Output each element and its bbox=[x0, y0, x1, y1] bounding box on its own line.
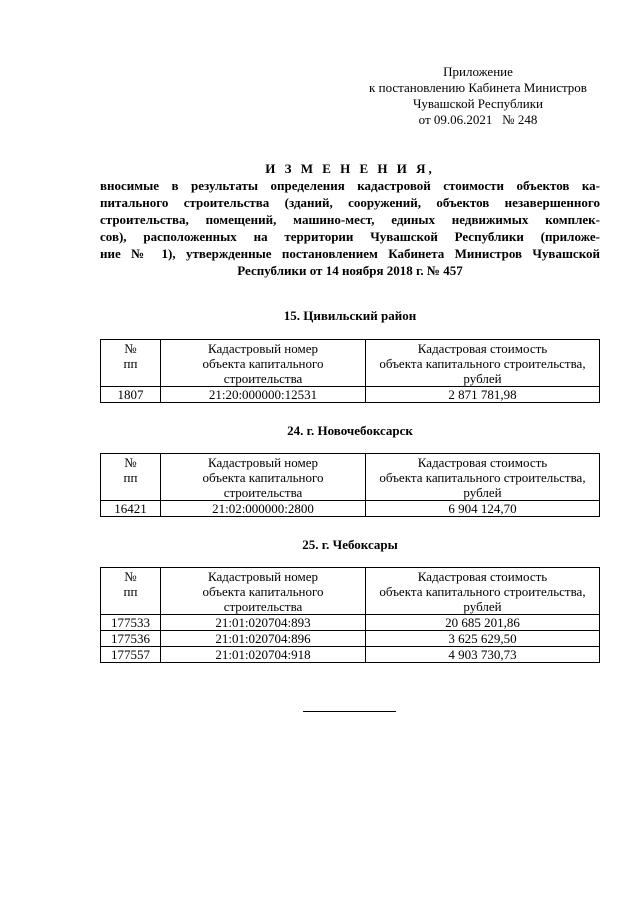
heading-line: строительства, помещений, машино-мест, единых недвижимых комплек- bbox=[100, 212, 600, 227]
header-cadastral-number: Кадастровый номер объекта капитального строительства bbox=[161, 568, 366, 615]
header-cadastral-cost: Кадастровая стоимость объекта капитального строительства, рублей bbox=[366, 340, 600, 387]
section-title: 15. Цивильский район bbox=[283, 308, 417, 323]
cost-table bbox=[100, 339, 600, 403]
table-row bbox=[101, 501, 600, 517]
header-cadastral-cost: Кадастровая стоимость объекта капитального строительства, рублей bbox=[366, 568, 600, 615]
table-header-row bbox=[101, 568, 600, 615]
row-number: 177557 bbox=[101, 647, 161, 663]
appendix-line: Приложение bbox=[443, 64, 513, 79]
row-cadastral-number: 21:01:020704:918 bbox=[161, 647, 366, 663]
heading-line: питального строительства (зданий, сооружений, объектов незавершенного bbox=[100, 195, 600, 210]
table-row bbox=[101, 631, 600, 647]
row-number: 177536 bbox=[101, 631, 161, 647]
table-row bbox=[101, 647, 600, 663]
cost-table bbox=[100, 567, 600, 663]
table-header-row bbox=[101, 454, 600, 501]
section-title: 25. г. Чебоксары bbox=[302, 537, 398, 552]
row-cadastral-cost: 6 904 124,70 bbox=[366, 501, 600, 517]
heading-line: сов), расположенных на территории Чувашской Республики (приложе- bbox=[100, 229, 600, 244]
table-header-row bbox=[101, 340, 600, 387]
header-number: № пп bbox=[101, 454, 161, 501]
header-cadastral-number: Кадастровый номер объекта капитального строительства bbox=[161, 454, 366, 501]
row-cadastral-cost: 20 685 201,86 bbox=[366, 615, 600, 631]
header-cadastral-cost: Кадастровая стоимость объекта капитального строительства, рублей bbox=[366, 454, 600, 501]
appendix-line: Чувашской Республики bbox=[412, 96, 544, 111]
row-number: 16421 bbox=[101, 501, 161, 517]
document-title: И З М Е Н Е Н И Я, bbox=[265, 161, 435, 176]
heading-line: Республики от 14 ноября 2018 г. № 457 bbox=[237, 263, 463, 278]
row-cadastral-number: 21:02:000000:2800 bbox=[161, 501, 366, 517]
row-number: 1807 bbox=[101, 387, 161, 403]
section-title: 24. г. Новочебоксарск bbox=[287, 423, 413, 438]
row-cadastral-number: 21:01:020704:896 bbox=[161, 631, 366, 647]
header-number: № пп bbox=[101, 340, 161, 387]
header-cadastral-number: Кадастровый номер объекта капитального строительства bbox=[161, 340, 366, 387]
heading-line: вносимые в результаты определения кадастровой стоимости объектов ка- bbox=[100, 178, 600, 193]
heading-line: ние № 1), утвержденные постановлением Кабинета Министров Чувашской bbox=[100, 246, 600, 261]
row-cadastral-number: 21:01:020704:893 bbox=[161, 615, 366, 631]
header-number: № пп bbox=[101, 568, 161, 615]
row-cadastral-number: 21:20:000000:12531 bbox=[161, 387, 366, 403]
appendix-block bbox=[352, 64, 604, 128]
cost-table bbox=[100, 453, 600, 517]
table-row bbox=[101, 615, 600, 631]
table-row bbox=[101, 387, 600, 403]
closing-rule bbox=[303, 711, 396, 712]
row-cadastral-cost: 2 871 781,98 bbox=[366, 387, 600, 403]
row-cadastral-cost: 4 903 730,73 bbox=[366, 647, 600, 663]
appendix-date-number: от 09.06.2021 № 248 bbox=[418, 112, 538, 127]
row-number: 177533 bbox=[101, 615, 161, 631]
row-cadastral-cost: 3 625 629,50 bbox=[366, 631, 600, 647]
document-heading bbox=[100, 160, 600, 279]
appendix-line: к постановлению Кабинета Министров bbox=[369, 80, 587, 95]
